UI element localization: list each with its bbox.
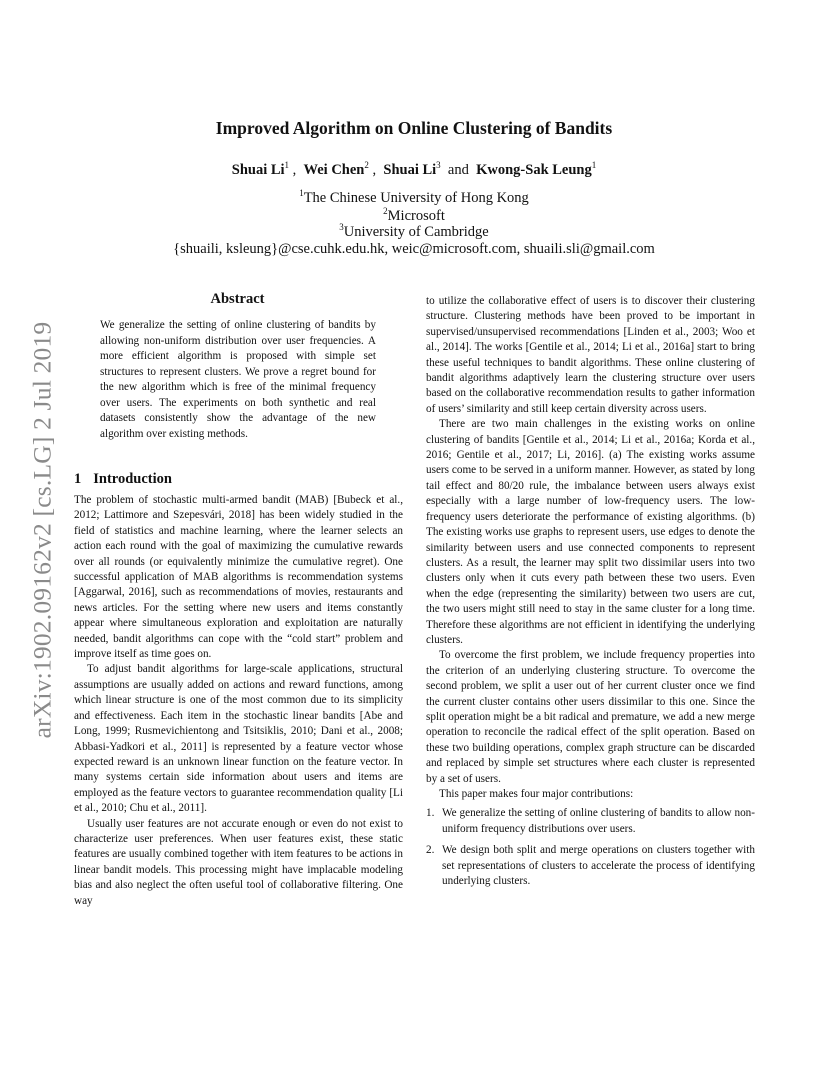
paragraph: to utilize the collaborative effect of users is to discover their clustering structure. Clustering methods have been proved to be important in supervised/unsupervised recommendations [Linden et al., 2003; Woo et al., 2014]. The works [Gentile et al., 2014; Li et al., 2016a] start to bring these useful techniques to bandit algorithms. These online clustering of bandit algorithms adaptively learn the clustering structure over users based on the collaborative recommendation results to gather information of users’ similarity and still keep certain diversity across users. — [426, 295, 755, 415]
list-item — [426, 843, 755, 889]
affiliation-name: University of Cambridge — [343, 223, 489, 240]
section-heading — [74, 471, 172, 488]
affiliation-name: Microsoft — [387, 207, 445, 224]
author-affil-mark: 3 — [436, 160, 441, 170]
affiliation — [0, 219, 828, 241]
list-item-number: 1. — [426, 807, 435, 820]
abstract-heading: Abstract — [210, 291, 265, 307]
section-title: Introduction — [93, 471, 172, 487]
affiliation-mark: 3 — [339, 222, 344, 232]
author-affil-mark: 1 — [284, 160, 290, 170]
author-name: Kwong-Sak Leung — [476, 161, 592, 178]
paragraph: To overcome the first problem, we include frequency properties into the criterion of an underlying clustering structure. To overcome the second problem, we split a user out of her current cluster once we find the current cluster contains other users dissimilar to this one. Since the split operation might be a bit radical and premature, we add a new merge operation to reconcile the radical effect of the split operation. Based on these two building operations, complex graph structure can be discarded and replaced by simple set structures where each cluster is represented by a set of users. — [426, 649, 755, 785]
left-column — [74, 493, 403, 909]
author-emails: {shuaili, ksleung}@cse.cuhk.edu.hk, weic@microsoft.com, shuaili.sli@gmail.com — [173, 241, 655, 257]
right-column — [426, 294, 755, 895]
author-list: Shuai Li$^1$ , Wei Chen$^2$ , Shuai Li$^3$ and Kwong-Sak Leung$^1$ — [231, 160, 597, 178]
author-name: Wei Chen — [303, 161, 365, 178]
affiliation-mark: 2 — [383, 206, 388, 216]
abstract-text: We generalize the setting of online clustering of bandits by allowing non-uniform distribution over user frequencies. A more efficient algorithm is proposed with simple set structures to represent clusters. We prove a regret bound for the new algorithm which is free of the minimal frequency over users. The experiments on both synthetic and real datasets consistently show the advantage of the new algorithm over existing methods. — [100, 319, 376, 440]
list-item-text: We design both split and merge operations on clusters together with set representations of clusters to accelerate the process of identifying underlying clusters. — [442, 844, 755, 888]
section-number: 1 — [74, 471, 82, 487]
paragraph: To adjust bandit algorithms for large-scale applications, structural assumptions are usually added on actions and reward functions, among which linear structure is one of the most common due to its simplicity and effectiveness. Each item in the stochastic linear bandits [Abe and Long, 1999; Rusmevichientong and Tsitsiklis, 2010; Dani et al., 2008; Abbasi-Yadkori et al., 2011] is represented by a feature vector whose expected reward is an unknown linear function on the feature vector. In many systems certain side information about users and items are employed as the feature vectors to guarantee recommendation quality [Li et al., 2010; Chu et al., 2011]. — [74, 663, 403, 815]
affiliation-mark: 1 — [299, 188, 304, 198]
arxiv-stamp — [22, 300, 62, 760]
paragraph: The problem of stochastic multi-armed bandit (MAB) [Bubeck et al., 2012; Lattimore and Szepesvári, 2018] has been widely studied in the field of statistics and machine learning, where the learner selects an action each round with the goal of maximizing the cumulative rewards over all rounds (or equivalently minimize the cumulative regret). One successful application of MAB algorithms is recommendation systems [Aggarwal, 2016], such as recommendations of movies, restaurants and news articles. For the setting where new users and items constantly appear where simultaneous exploration and exploitation are naturally needed, bandit algorithms can cope with the “cold start” problem and improve itself as time goes on. — [74, 494, 403, 661]
affiliation-name: The Chinese University of Hong Kong — [303, 189, 529, 206]
author-name: Shuai Li — [231, 161, 285, 178]
list-item — [426, 806, 755, 837]
paragraph: Usually user features are not accurate enough or even do not exist to characterize user preferences. When user features exist, these static features are usually combined together with item features to be actions in linear bandit models. This processing might have implacable modeling bias and also neglect the often useful tool of collaborative filtering. One way — [74, 817, 403, 907]
author-affil-mark: 1 — [591, 160, 597, 170]
author-name: Shuai Li — [383, 161, 437, 178]
paragraph: This paper makes four major contributions: — [439, 788, 634, 800]
paper-title: Improved Algorithm on Online Clustering of Bandits — [215, 118, 613, 138]
contributions-list — [426, 806, 755, 889]
list-item-text: We generalize the setting of online clustering of bandits to allow non-uniform frequency distributions over users. — [442, 807, 755, 835]
paragraph: There are two main challenges in the existing works on online clustering of bandits [Gentile et al., 2014; Li et al., 2016a; Korda et al., 2016; Gentile et al., 2017; Li, 2016]. (a) The existing works assume users come to be served in a uniform manner. However, as stated by long tail effect and 80/20 rule, the imbalance between users always exist especially with a large number of low-frequency users. The low-frequency users deteriorate the performance of existing algorithms. (b) The existing works use graphs to represent users, use edges to denote the similarity between users and use connected components to represent clusters. As a result, the learner may split two dissimilar users into two clusters only when it cuts every path between these two users. Even when the edge (representing the similarity) between two users are cut, the two users might still need to stay in the same cluster for a long time. Therefore these algorithms are not efficient in identifying the underlying clusters. — [426, 418, 755, 646]
list-item-number: 2. — [426, 844, 435, 857]
author-affil-mark: 2 — [364, 160, 369, 170]
arxiv-id: arXiv:1902.09162v2 [cs.LG] 2 Jul 2019 — [27, 321, 56, 739]
